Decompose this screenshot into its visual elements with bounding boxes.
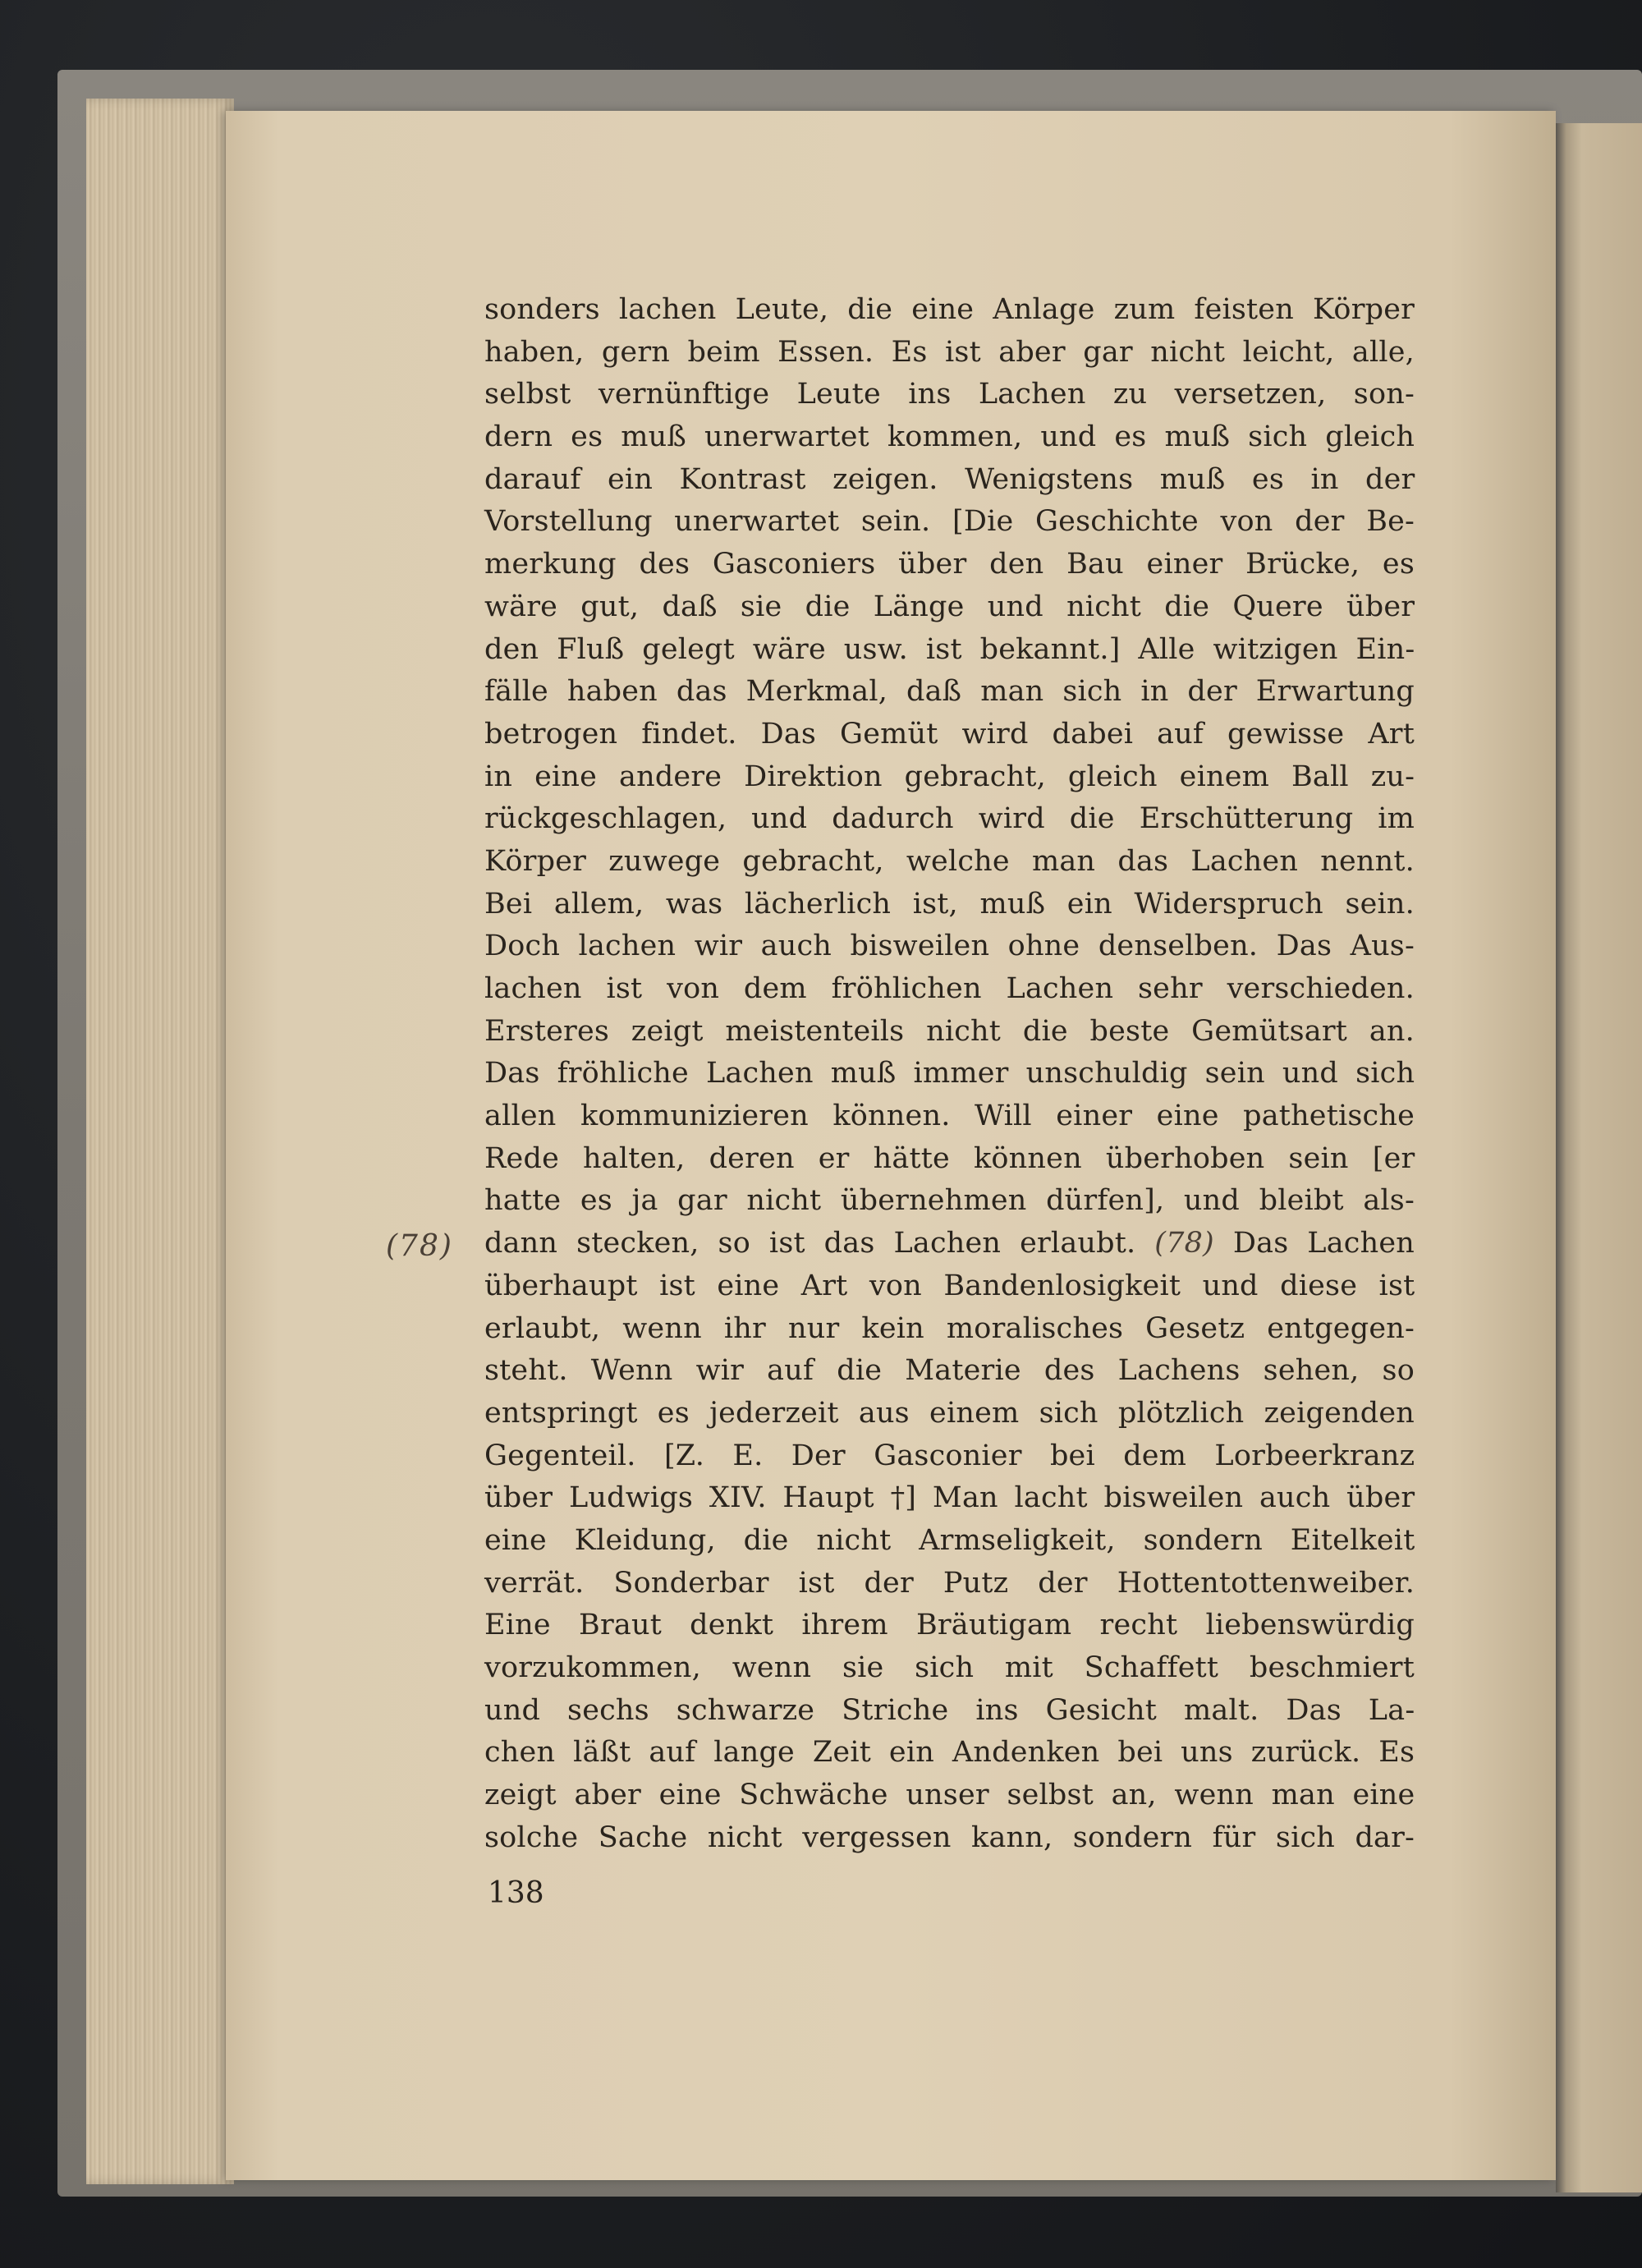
text-line: Rede halten, deren er hätte können überhoben sein [er [484, 1141, 1415, 1175]
text-line: Bei allem, was lächerlich ist, muß ein Widerspruch sein. [484, 887, 1415, 921]
text-line: Doch lachen wir auch bisweilen ohne denselben. Das Aus- [484, 930, 1415, 963]
text-line: Ersteres zeigt meistenteils nicht die beste Gemütsart an. [484, 1014, 1415, 1048]
page-number: 138 [488, 1876, 544, 1910]
text-line: chen läßt auf lange Zeit ein Andenken bei uns zurück. Es [484, 1736, 1415, 1770]
margin-note: (78) [386, 1229, 453, 1263]
text-line: Vorstellung unerwartet sein. [Die Geschichte von der Be- [484, 505, 1415, 539]
text-line-with-note [484, 1223, 1415, 1265]
inline-note-marker: (78) [1154, 1227, 1214, 1260]
text-line: dern es muß unerwartet kommen, und es muß sich gleich [484, 420, 1415, 454]
text-line: verrät. Sonderbar ist der Putz der Hottentottenweiber. [484, 1566, 1415, 1600]
text-line: betrogen findet. Das Gemüt wird dabei auf gewisse Art [484, 717, 1415, 751]
text-line: über Ludwigs XIV. Haupt †] Man lacht bisweilen auch über [484, 1481, 1415, 1515]
text-line: haben, gern beim Essen. Es ist aber gar nicht leicht, alle, [484, 335, 1415, 369]
text-line: merkung des Gasconiers über den Bau einer Brücke, es [484, 548, 1415, 581]
text-line: hatte es ja gar nicht übernehmen dürfen], und bleibt als- [484, 1184, 1415, 1218]
text-line: in eine andere Direktion gebracht, gleich einem Ball zu- [484, 760, 1415, 793]
facing-page-edge [1556, 123, 1642, 2192]
text-line: Körper zuwege gebracht, welche man das Lachen nennt. [484, 844, 1415, 878]
text-line: den Fluß gelegt wäre usw. ist bekannt.] Alle witzigen Ein- [484, 632, 1415, 666]
text-segment: dann stecken, so ist das Lachen erlaubt. [484, 1227, 1136, 1260]
text-line: lachen ist von dem fröhlichen Lachen sehr verschieden. [484, 972, 1415, 1005]
body-text [484, 289, 1415, 1859]
text-line: Gegenteil. [Z. E. Der Gasconier bei dem Lorbeerkranz [484, 1439, 1415, 1472]
text-line: wäre gut, daß sie die Länge und nicht die Quere über [484, 590, 1415, 623]
text-line: allen kommunizieren können. Will einer eine pathetische [484, 1100, 1415, 1133]
page-edges [86, 99, 234, 2184]
text-line: fälle haben das Merkmal, daß man sich in der Erwartung [484, 675, 1415, 709]
text-line: solche Sache nicht vergessen kann, sondern für sich dar- [484, 1820, 1415, 1854]
text-line: sonders lachen Leute, die eine Anlage zum feisten Körper [484, 293, 1415, 326]
text-segment: Das Lachen [1232, 1227, 1415, 1260]
text-line: vorzukommen, wenn sie sich mit Schaffett beschmiert [484, 1651, 1415, 1684]
text-line: Das fröhliche Lachen muß immer unschuldig sein und sich [484, 1057, 1415, 1090]
text-line: Eine Braut denkt ihrem Bräutigam recht liebenswürdig [484, 1609, 1415, 1642]
text-line: selbst vernünftige Leute ins Lachen zu versetzen, son- [484, 378, 1415, 411]
text-line: rückgeschlagen, und dadurch wird die Erschütterung im [484, 802, 1415, 836]
text-line: entspringt es jederzeit aus einem sich plötzlich zeigenden [484, 1396, 1415, 1430]
text-line: eine Kleidung, die nicht Armseligkeit, sondern Eitelkeit [484, 1523, 1415, 1557]
text-line: erlaubt, wenn ihr nur kein moralisches Gesetz entgegen- [484, 1311, 1415, 1345]
text-line: steht. Wenn wir auf die Materie des Lachens sehen, so [484, 1354, 1415, 1388]
text-line: und sechs schwarze Striche ins Gesicht malt. Das La- [484, 1693, 1415, 1727]
text-line: zeigt aber eine Schwäche unser selbst an, wenn man eine [484, 1779, 1415, 1812]
text-line: darauf ein Kontrast zeigen. Wenigstens muß es in der [484, 462, 1415, 496]
text-line: überhaupt ist eine Art von Bandenlosigkeit und diese ist [484, 1269, 1415, 1302]
